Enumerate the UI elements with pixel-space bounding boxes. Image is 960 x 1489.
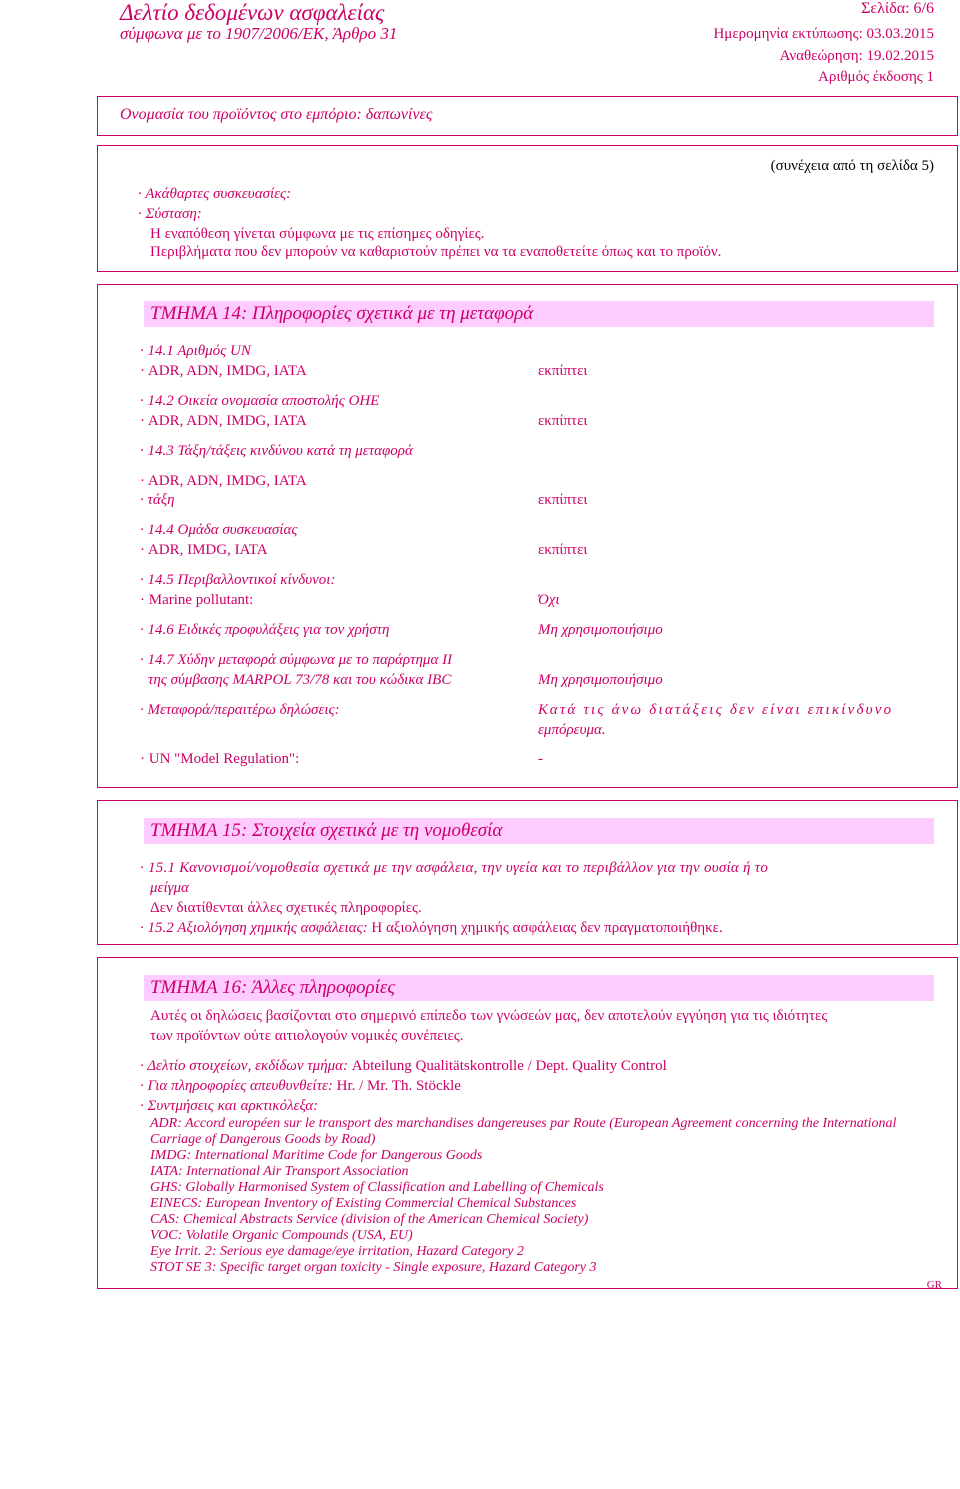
continuation-note: (συνέχεια από τη σελίδα 5)	[770, 158, 934, 174]
abbreviation-line: ADR: Accord européen sur le transport des marchandises dangereuses par Route (European Agreement concerning the International	[150, 1116, 897, 1131]
un-number-label: · 14.1 Αριθμός UN	[140, 343, 251, 359]
contact-label: · Για πληροφορίες απευθυνθείτε:	[140, 1078, 333, 1094]
un-number-modes: · ADR, ADN, IMDG, IATA	[140, 363, 307, 379]
section-14-title: ΤΜΗΜΑ 14: Πληροφορίες σχετικά με τη μεταφορά	[144, 301, 934, 327]
shipping-name-label: · 14.2 Οικεία ονομασία αποστολής ΟΗΕ	[140, 393, 380, 409]
class-label: · τάξη	[140, 492, 175, 508]
env-hazards-label: · 14.5 Περιβαλλοντικοί κίνδυνοι:	[140, 572, 336, 588]
packing-group-modes: · ADR, IMDG, IATA	[140, 542, 268, 558]
csa-value: Η αξιολόγηση χημικής ασφάλειας δεν πραγματοποιήθηκε.	[367, 920, 723, 936]
shipping-name-modes: · ADR, ADN, IMDG, IATA	[140, 413, 307, 429]
user-precautions-label: · 14.6 Ειδικές προφυλάξεις για τον χρήστη	[140, 622, 390, 638]
abbreviation-line: IATA: International Air Transport Association	[150, 1164, 409, 1179]
regulations-label-1: · 15.1 Κανονισμοί/νομοθεσία σχετικά με την ασφάλεια, την υγεία και το περιβάλλον για την ουσία ή το	[140, 860, 769, 876]
page-number: Σελίδα: 6/6	[861, 0, 934, 17]
abbreviation-line: IMDG: International Maritime Code for Dangerous Goods	[150, 1148, 483, 1163]
recommendation-text-2: Περιβλήματα που δεν μπορούν να καθαριστούν πρέπει να τα εναποθετείτε όπως και το προϊόν.	[150, 244, 722, 260]
bulk-transport-label-1: · 14.7 Χύδην μεταφορά σύμφωνα με το παράρτημα II	[140, 652, 453, 668]
no-info-text: Δεν διατίθενται άλλες σχετικές πληροφορίες.	[150, 900, 422, 916]
hazard-class-modes: · ADR, ADN, IMDG, IATA	[140, 473, 307, 489]
revision-date: Αναθεώρηση: 19.02.2015	[779, 48, 934, 64]
document-title: Δελτίο δεδομένων ασφαλείας	[120, 0, 385, 25]
version-number: Αριθμός έκδοσης 1	[818, 69, 934, 85]
abbreviation-line: GHS: Globally Harmonised System of Classification and Labelling of Chemicals	[150, 1180, 604, 1195]
issuing-department	[140, 1056, 667, 1076]
section-15-title: ΤΜΗΜΑ 15: Στοιχεία σχετικά με τη νομοθεσία	[144, 818, 934, 844]
class-value: εκπίπτει	[538, 492, 588, 508]
abbreviation-line: STOT SE 3: Specific target organ toxicity - Single exposure, Hazard Category 3	[150, 1260, 597, 1275]
shipping-name-value: εκπίπτει	[538, 413, 588, 429]
packing-group-value: εκπίπτει	[538, 542, 588, 558]
section-16-title: ΤΜΗΜΑ 16: Άλλες πληροφορίες	[144, 975, 934, 1001]
model-regulation-label: · UN "Model Regulation":	[140, 751, 300, 767]
marine-pollutant-value: Όχι	[538, 592, 560, 608]
marine-pollutant-label: · Marine pollutant:	[140, 592, 254, 608]
abbreviation-line: Eye Irrit. 2: Serious eye damage/eye irritation, Hazard Category 2	[150, 1244, 524, 1259]
un-number-value: εκπίπτει	[538, 363, 588, 379]
regulations-label-2: μείγμα	[150, 880, 189, 896]
document-subtitle: σύμφωνα με το 1907/2006/ΕΚ, Άρθρο 31	[120, 24, 398, 43]
language-code: GR	[926, 1279, 942, 1291]
further-statements-value-2: εμπόρευμα.	[538, 722, 606, 738]
bulk-transport-label-2: της σύμβασης MARPOL 73/78 και του κώδικα IBC	[148, 672, 452, 688]
disclaimer-text-2: των προϊόντων ούτε αιτιολογούν νομικές συνέπειες.	[150, 1028, 464, 1044]
dept-value: Abteilung Qualitätskontrolle / Dept. Quality Control	[348, 1058, 667, 1074]
unclean-packaging-label: · Ακάθαρτες συσκευασίες:	[138, 186, 292, 202]
abbreviation-line: CAS: Chemical Abstracts Service (division of the American Chemical Society)	[150, 1212, 589, 1227]
abbreviation-line: VOC: Volatile Organic Compounds (USA, EU)	[150, 1228, 413, 1243]
product-name: Ονομασία του προϊόντος στο εμπόριο: δαπωνίνες	[120, 106, 433, 123]
hazard-class-label: · 14.3 Τάξη/τάξεις κινδύνου κατά τη μεταφορά	[140, 443, 413, 459]
print-date: Ημερομηνία εκτύπωσης: 03.03.2015	[713, 26, 934, 42]
contact-value: Hr. / Mr. Th. Stöckle	[332, 1078, 461, 1094]
abbreviation-line: Carriage of Dangerous Goods by Road)	[150, 1132, 376, 1147]
model-regulation-value: -	[538, 751, 543, 767]
packing-group-label: · 14.4 Ομάδα συσκευασίας	[140, 522, 298, 538]
chemical-safety-assessment	[140, 918, 723, 938]
csa-label: · 15.2 Αξιολόγηση χημικής ασφάλειας:	[140, 920, 368, 936]
abbreviations-label: · Συντμήσεις και αρκτικόλεξα:	[140, 1098, 319, 1114]
contact-info	[140, 1076, 461, 1096]
further-statements-label: · Μεταφορά/περαιτέρω δηλώσεις:	[140, 702, 340, 718]
user-precautions-value: Μη χρησιμοποιήσιμο	[538, 622, 663, 638]
further-statements-value-1: Κατά τις άνω διατάξεις δεν είναι επικίνδυνο	[538, 702, 894, 718]
recommendation-label: · Σύσταση:	[138, 206, 202, 222]
disclaimer-text-1: Αυτές οι δηλώσεις βασίζονται στο σημερινό επίπεδο των γνώσεών μας, δεν αποτελούν εγγύηση για τις ιδιότητες	[150, 1008, 828, 1024]
dept-label: · Δελτίο στοιχείων, εκδίδων τμήμα:	[140, 1058, 349, 1074]
bulk-transport-value: Μη χρησιμοποιήσιμο	[538, 672, 663, 688]
abbreviation-line: EINECS: European Inventory of Existing Commercial Chemical Substances	[150, 1196, 577, 1211]
recommendation-text-1: Η εναπόθεση γίνεται σύμφωνα με τις επίσημες οδηγίες.	[150, 226, 485, 242]
